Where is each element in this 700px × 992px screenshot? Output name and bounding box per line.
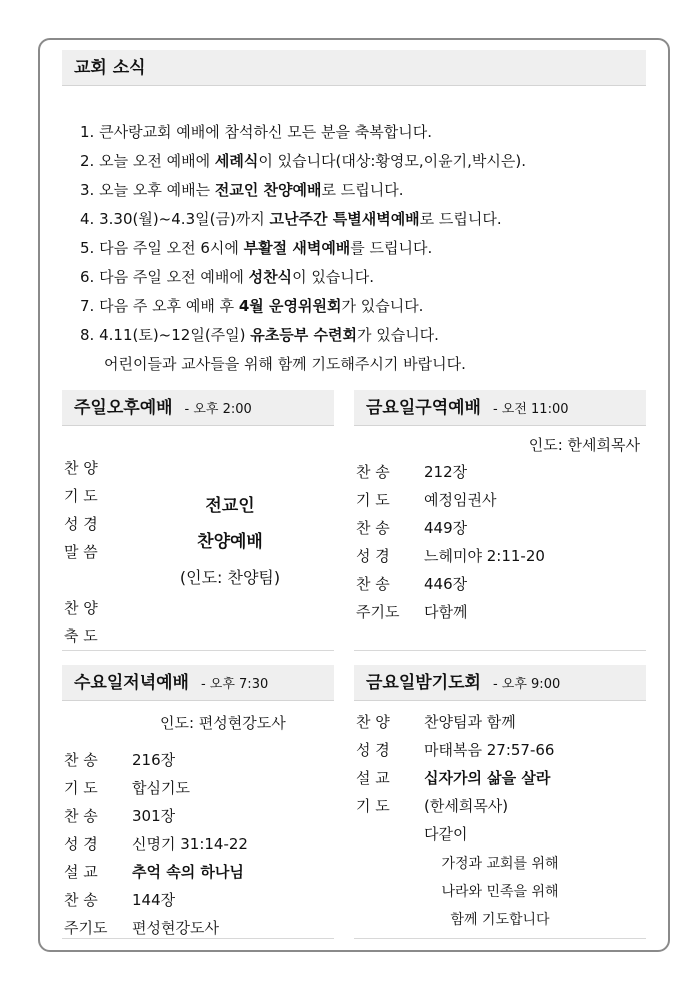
friday-night-order [356,708,554,848]
order-label: 주기도 [64,919,108,937]
sunday-pm-leader: (인도: 찬양팀) [179,568,281,587]
order-label: 주기도 [356,603,400,621]
order-label: 기 도 [64,779,98,797]
notice-number: 3. [80,181,95,199]
order-value: 449장 [424,519,468,537]
notice-text: 큰사랑교회 예배에 참석하신 모든 분을 축복합니다. [99,123,432,141]
order-row [356,792,554,820]
order-value: 찬양팀과 함께 [424,713,516,731]
friday-district-time: - 오전 11:00 [492,402,569,417]
notice-text: 3.30(월)~4.3일(금)까지 [99,210,270,228]
notice-number: 8. [80,326,95,344]
notice-highlight: 고난주간 특별새벽예배 [269,210,420,228]
notice-number: 1. [80,123,95,141]
order-value: 십자가의 삶을 살라 [424,769,551,787]
notice-text: 오늘 오후 예배는 [99,181,215,199]
order-row [356,486,545,514]
order-row [356,570,545,598]
order-label: 기 도 [356,797,390,815]
notice-highlight: 세례식 [214,152,259,170]
order-label: 찬 송 [64,807,98,825]
notice-text: 이 있습니다(대상:황영모,이윤기,박시은). [258,152,526,170]
order-label: 찬 양 [356,713,390,731]
divider [354,650,646,651]
divider [62,938,334,939]
notice-item [80,176,660,205]
order-label: 기 도 [356,491,390,509]
notice-text: 가 있습니다. [341,297,424,315]
friday-night-title: 금요일밤기도회 [366,673,481,693]
divider [62,650,334,651]
notice-text: 오늘 오전 예배에 [99,152,215,170]
order-value: 예정임권사 [424,491,497,509]
order-label: 기 도 [64,487,98,505]
order-value: 216장 [132,751,176,769]
notice-number: 5. [80,239,95,257]
order-label: 찬 양 [64,459,98,477]
order-row [356,458,545,486]
notice-text: 로 드립니다. [321,181,404,199]
order-label: 말 씀 [64,543,98,561]
wednesday-pm-title: 수요일저녁예배 [74,673,189,693]
order-label: 성 경 [64,515,98,533]
sunday-pm-center-line2: 찬양예배 [197,532,263,552]
notice-highlight: 성찬식 [248,268,293,286]
notice-highlight: 전교인 찬양예배 [214,181,322,199]
notice-item [80,118,660,147]
notice-item [80,147,660,176]
order-label: 찬 송 [64,891,98,909]
friday-night-prayers [420,850,580,934]
notice-highlight: 부활절 새벽예배 [243,239,351,257]
friday-district-header [354,390,646,426]
order-value: 212장 [424,463,468,481]
order-row [64,886,248,914]
notice-number: 2. [80,152,95,170]
notice-text: 다음 주일 오전 예배에 [99,268,249,286]
order-value: 편성현강도사 [132,919,219,937]
notice-text: 다음 주일 오전 6시에 [99,239,244,257]
wednesday-pm-header [62,665,334,701]
prayer-line: 함께 기도합니다 [450,912,550,928]
order-row [356,598,545,626]
notice-header [62,50,646,86]
divider [354,938,646,939]
order-row [64,774,248,802]
order-value: 느헤미야 2:11-20 [424,547,545,565]
sunday-pm-header [62,390,334,426]
notice-highlight: 4월 운영위원회 [238,297,342,315]
order-label: 성 경 [356,547,390,565]
order-value: 합심기도 [132,779,190,797]
order-row [64,858,248,886]
notice-number: 7. [80,297,95,315]
notice-continuation: 어린이들과 교사들을 위해 함께 기도해주시기 바랍니다. [104,355,466,373]
notice-text: 를 드립니다. [350,239,433,257]
order-row [356,820,554,848]
order-value: 144장 [132,891,176,909]
order-label: 성 경 [356,741,390,759]
wednesday-pm-order [64,746,248,942]
order-label: 성 경 [64,835,98,853]
order-row [356,764,554,792]
notice-item [80,292,660,321]
friday-district-order [356,458,545,626]
order-row [64,830,248,858]
wednesday-pm-time: - 오후 7:30 [200,677,269,692]
order-row [356,708,554,736]
sunday-pm-center-line1: 전교인 [205,496,255,516]
prayer-line: 가정과 교회를 위해 [441,856,559,872]
sunday-pm-center [150,488,310,596]
order-value: 301장 [132,807,176,825]
order-row [64,746,248,774]
order-value: 추억 속의 하나님 [132,863,244,881]
order-value: 다같이 [424,825,468,843]
order-label: 축 도 [64,627,98,645]
order-label [356,820,424,848]
sunday-pm-labels [64,454,98,566]
friday-district-leader: 인도: 한세희목사 [528,436,640,454]
sunday-pm-time: - 오후 2:00 [184,402,252,417]
order-value: 다함께 [424,603,468,621]
notice-item [80,321,660,350]
order-label: 찬 송 [64,751,98,769]
order-row [356,514,545,542]
order-label: 찬 송 [356,463,390,481]
notice-text: 다음 주 오후 예배 후 [99,297,239,315]
order-value: 신명기 31:14-22 [132,835,248,853]
notice-number: 6. [80,268,95,286]
sunday-pm-title: 주일오후예배 [74,398,173,418]
notice-item [80,205,660,234]
notice-text: 이 있습니다. [292,268,375,286]
order-label: 찬 송 [356,519,390,537]
notice-item [80,263,660,292]
friday-district-title: 금요일구역예배 [366,398,481,418]
order-label: 찬 송 [356,575,390,593]
notice-highlight: 유초등부 수련회 [250,326,357,344]
notice-number: 4. [80,210,95,228]
order-label: 찬 양 [64,599,98,617]
order-label: 설 교 [356,769,390,787]
order-row [356,542,545,570]
order-row [356,736,554,764]
notice-text: 4.11(토)~12일(주일) [99,326,251,344]
notice-text: 로 드립니다. [419,210,502,228]
order-row [64,802,248,830]
order-value: 마태복음 27:57-66 [424,741,555,759]
notice-list [80,118,660,379]
prayer-line: 나라와 민족을 위해 [441,884,559,900]
order-label: 설 교 [64,863,98,881]
friday-night-time: - 오후 9:00 [492,677,561,692]
order-value: 446장 [424,575,468,593]
friday-night-header [354,665,646,701]
sunday-pm-labels-bottom [64,594,98,650]
order-value: (한세희목사) [424,797,509,815]
notice-title: 교회 소식 [74,58,146,78]
wednesday-pm-leader: 인도: 편성현강도사 [160,714,286,732]
notice-item [80,234,660,263]
notice-text: 가 있습니다. [356,326,439,344]
